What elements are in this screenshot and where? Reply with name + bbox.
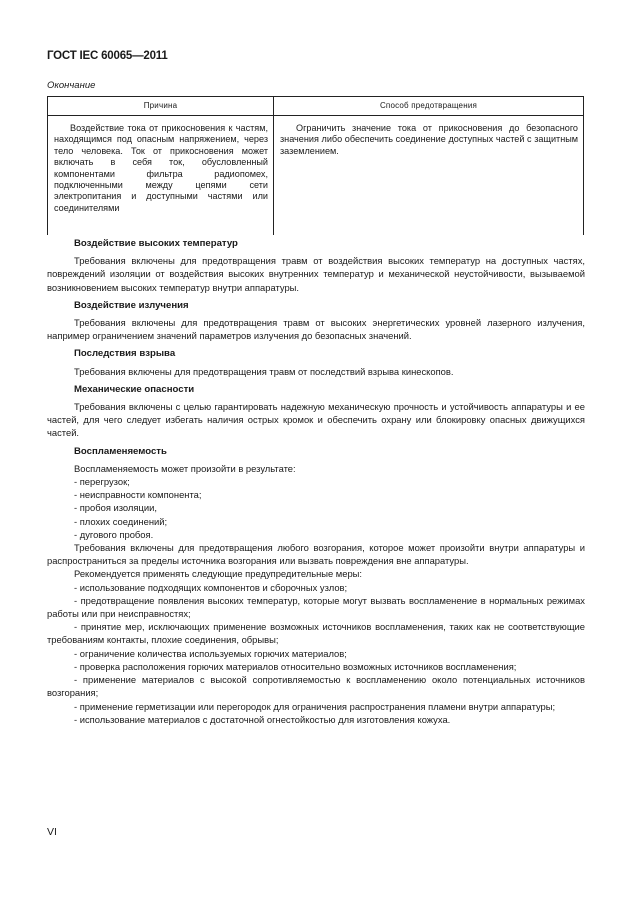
list-item: - принятие мер, исключающих применение возможных источников воспламенения, таких как не соответствующие требованиям контакты, плохие соединения, обрывы; (47, 621, 585, 646)
list-item: - использование материалов с достаточной огнестойкостью для изготовления кожуха. (74, 713, 451, 725)
standard-code-header: ГОСТ IEC 60065—2011 (47, 50, 168, 62)
section-heading: Последствия взрыва (74, 348, 176, 360)
list-item: - предотвращение появления высоких температур, которые могут вызвать воспламенение в нормальных режимах работы или при неисправностях; (47, 594, 585, 620)
causes-table (47, 96, 584, 235)
cell-cause: Воздействие тока от прикосновения к частям, находящимся под опасным напряжением, через тело человека. Ток от прикосновения может включать в себя ток, обусловленный компонентами фильтра радиопомех, подключенными между цепями сети электропитания и доступными частями или соединителями (48, 116, 274, 236)
section-paragraph: Требования включены с целью гарантировать надежную механическую прочность и устойчивость аппаратуры и ее частей, для чего следует избегать наличия острых кромок и обеспечить охрану или блокировку опасных движущихся частей. (47, 401, 585, 439)
section-high-temperature (47, 237, 585, 294)
section-paragraph: Требования включены для предотвращения травм от последствий взрыва кинескопов. (74, 365, 454, 377)
list-item: - применение герметизации или перегородок для ограничения распространения пламени внутри аппаратуры; (74, 700, 556, 712)
list-item: - ограничение количества используемых горючих материалов; (74, 647, 347, 659)
list-item: - перегрузок; (74, 476, 130, 488)
flammability-intro: Воспламеняемость может произойти в результате: (74, 462, 296, 474)
list-item: - неисправности компонента; (74, 489, 202, 501)
list-item: - дугового пробоя. (74, 528, 154, 540)
table-row (48, 116, 584, 236)
list-item: - применение материалов с высокой сопротивляемостью к воспламенению около потенциальных источников возгорания; (47, 674, 585, 699)
table-header-row (48, 97, 584, 116)
list-item: - проверка расположения горючих материалов относительно возможных источников воспламенения; (74, 660, 517, 672)
recommendation-intro: Рекомендуется применять следующие предупредительные меры: (74, 568, 363, 580)
section-heading: Воспламеняемость (74, 445, 167, 457)
page-number: VI (47, 826, 57, 838)
flammability-requirement: Требования включены для предотвращения любого возгорания, которое может произойти внутри аппаратуры и распространиться за пределы источника возгорания или вызвать повреждения вне аппаратуры. (47, 542, 585, 567)
table-caption: Окончание (47, 80, 96, 91)
section-explosion (47, 347, 585, 377)
section-paragraph: Требования включены для предотвращения травм от воздействия высоких температур на доступных частях, повреждений изоляции от воздействия высоких внутренних температур и механической неустойчивости, вызываемой возникновением высоких температур внутри аппаратуры. (47, 255, 585, 293)
list-item: - плохих соединений; (74, 515, 168, 527)
section-heading: Воздействие высоких температур (74, 238, 238, 249)
section-heading: Воздействие излучения (74, 299, 189, 311)
section-paragraph: Требования включены для предотвращения травм от высоких энергетических уровней лазерного излучения, например ограничением значений параметров излучения до безопасных значений. (47, 317, 585, 342)
list-item: - использование подходящих компонентов и сборочных узлов; (74, 581, 348, 593)
section-heading: Механические опасности (74, 383, 195, 395)
document-body (47, 237, 585, 731)
section-radiation (47, 299, 585, 343)
section-flammability (47, 445, 585, 726)
column-header-prevention: Способ предотвращения (274, 97, 584, 116)
list-item: - пробоя изоляции, (74, 502, 157, 514)
cell-prevention: Ограничить значение тока от прикосновения до безопасного значения либо обеспечить соединение доступных частей с защитным заземлением. (274, 116, 584, 236)
section-mechanical (47, 383, 585, 440)
column-header-cause: Причина (48, 97, 274, 116)
